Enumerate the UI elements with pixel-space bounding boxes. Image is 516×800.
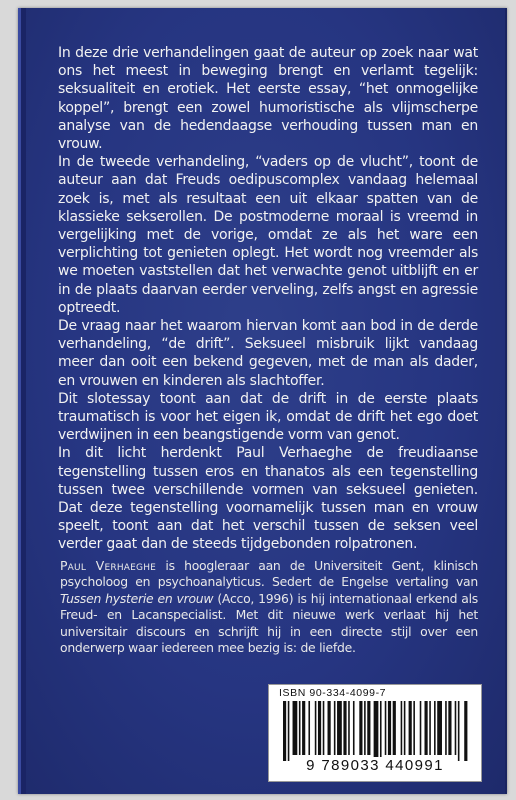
barcode-bar (288, 701, 290, 761)
barcode-bar (353, 701, 355, 755)
author-bio-part-1: is hoogleraar aan de Universiteit Gent, klinisch psycholoog en psychoanalyticus. Sedert de Engelse vertaling van (60, 558, 478, 590)
barcode-bar (337, 701, 342, 755)
barcode-bars (283, 701, 469, 761)
barcode-bar (424, 701, 427, 755)
barcode-bar (445, 701, 447, 755)
barcode-bar (413, 701, 415, 755)
ean-digits (269, 757, 481, 774)
barcode-label (268, 684, 482, 782)
barcode-bar (283, 701, 286, 761)
blurb-paragraph-3: De vraag naar het waarom hiervan komt aan bod in de derde verhandeling, “de drift”. Seksueel misbruik lijkt vandaag meer dan ooit een bekend gegeven, met de man als dader, en vrouwen en kinderen als slachtoffer. (58, 318, 478, 389)
blurb-paragraph-2: In de tweede verhandeling, “vaders op de vlucht”, toont de auteur aan dat Freuds oedipuscomplex vandaag helemaal zoek is, met als resultaat een uit elkaar spatten van de klassieke sekserollen. De postmoderne moraal is vreemd in vergelijking met de vorige, omdat ze als het ware een verplichting tot genieten oplegt. Het wordt nog vreemder als we moeten vaststellen dat het verwachte genot uitblijft en er in de plaats daarvan eerder verveling, zelfs angst en agressie optreedt. (58, 154, 478, 316)
barcode-bar (343, 701, 346, 755)
cover-spine-edge (21, 8, 26, 794)
barcode-bar (302, 701, 305, 755)
barcode-bar (385, 701, 387, 755)
barcode-bar (334, 701, 336, 755)
barcode-bar (404, 701, 406, 755)
barcode-bar (299, 701, 301, 755)
barcode-bar (348, 701, 350, 755)
ean-digits-text: 9 789033 440991 (306, 757, 444, 774)
barcode-bar (393, 701, 396, 755)
barcode-bar (359, 701, 362, 755)
barcode-bar (458, 701, 460, 761)
barcode-bar (455, 701, 457, 755)
barcode-bar (323, 701, 325, 755)
barcode-bar (308, 701, 310, 755)
barcode-bar (293, 701, 298, 755)
author-name: Paul Verhaeghe (60, 558, 157, 573)
barcode-bar (409, 701, 412, 755)
barcode-bar (388, 701, 391, 755)
blurb-paragraph-4: Dit slotessay toont aan dat de drift in de eerste plaats traumatisch is voor het eigen ik, omdat de drift het ego doet verdwijnen in een beangstigende vorm van genot. (58, 390, 478, 444)
barcode-bar (328, 701, 331, 755)
barcode-bar (464, 701, 467, 761)
previous-book-title: Tussen hysterie en vrouw (60, 590, 214, 606)
barcode-bar (429, 701, 431, 755)
barcode-bar (374, 701, 379, 761)
barcode-bar (420, 701, 422, 755)
barcode-bar (367, 701, 370, 755)
barcode-bar (315, 701, 317, 755)
barcode-bar (364, 701, 366, 755)
barcode-bar (401, 701, 403, 755)
barcode-bar (437, 701, 442, 755)
barcode-bar (448, 701, 451, 755)
isbn-number: ISBN 90-334-4099-7 (279, 687, 387, 699)
author-bio-part-2: (Acco, 1996) is hij internationaal erkend als Freud- en Lacanspecialist. Met dit nieuwe werk verlaat hij het universitair discours en schrijft hij in een directe stijl over een onderwerp waar iedereen mee bezig is: de liefde. (60, 590, 478, 656)
blurb-paragraph-5: In dit licht herdenkt Paul Verhaeghe de freudiaanse tegenstelling tussen eros en thanatos als een tegenstelling tussen twee verschillende vormen van seksueel genieten. Dat deze tegenstelling voornamelijk tussen man en vrouw speelt, toont aan dat het verschil tussen de seksen veel verder gaat dan de steeds tijdgebonden rolpatronen. (58, 445, 478, 553)
barcode-bar (380, 701, 382, 761)
blurb-paragraph-1: In deze drie verhandelingen gaat de auteur op zoek naar wat ons het meest in beweging brengt en verlamt tegelijk: seksualiteit en erotiek. Het eerste essay, “het onmogelijke koppel”, brengt een zowel humoristische als vlijmscherpe analyse van de hedendaagse verhouding tussen man en vrouw. (58, 45, 478, 153)
barcode-bar (434, 701, 436, 755)
barcode-bar (318, 701, 321, 755)
blurb-text (58, 44, 478, 554)
author-bio (60, 558, 478, 656)
